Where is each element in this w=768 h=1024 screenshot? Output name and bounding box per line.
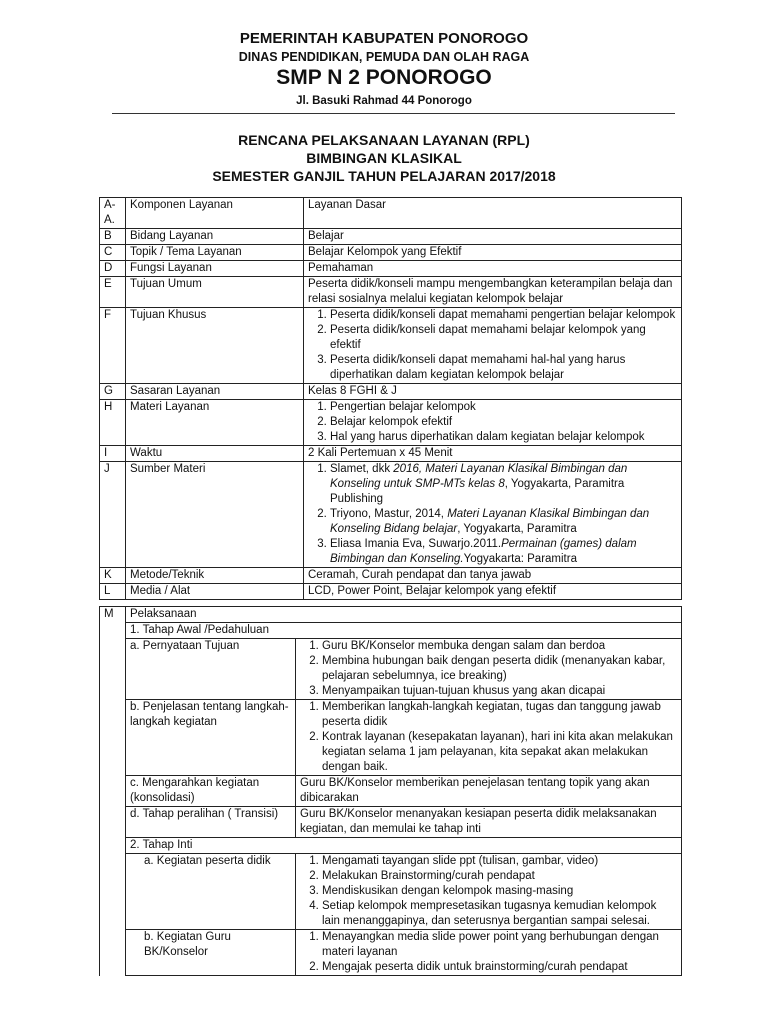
row-name: Waktu: [126, 446, 304, 462]
row-label: L: [100, 584, 126, 600]
row-value: Belajar: [304, 229, 682, 245]
row-label: B: [100, 229, 126, 245]
row-value: [304, 462, 682, 568]
list-item: 1. Mengamati tayangan slide ppt (tulisan, gambar, video): [322, 854, 677, 869]
list-item: 3. Peserta didik/konseli dapat memahami hal-hal yang harus diperhatikan dalam kegiatan kelompok belajar: [330, 353, 677, 383]
table-row: [100, 400, 682, 446]
row-name: Komponen Layanan: [126, 198, 304, 229]
table-row: [100, 584, 682, 600]
list-item: 3. Menyampaikan tujuan-tujuan khusus yang akan dicapai: [322, 684, 677, 699]
row-name: Materi Layanan: [126, 400, 304, 446]
pelaksanaan-table: [99, 606, 682, 976]
table-row: [100, 807, 682, 838]
step-name: c. Mengarahkan kegiatan (konsolidasi): [126, 776, 296, 807]
row-name: Metode/Teknik: [126, 568, 304, 584]
row-label: I: [100, 446, 126, 462]
step-name: a. Pernyataan Tujuan: [126, 639, 296, 700]
step-list: [300, 854, 677, 929]
table-row: [100, 639, 682, 700]
row-value: Pemahaman: [304, 261, 682, 277]
table-row: [100, 838, 682, 854]
ref-publisher: , Yogyakarta, Paramitra: [457, 523, 577, 535]
step-name: a. Kegiatan peserta didik: [126, 854, 296, 930]
doc-title-1: RENCANA PELAKSANAAN LAYANAN (RPL): [238, 132, 530, 148]
ref-title: Materi Layanan Klasikal Bimbingan dan Konseling Bidang belajar: [330, 508, 650, 535]
ref-publisher: Yogyakarta: Paramitra: [463, 553, 577, 565]
step-value: [296, 854, 682, 930]
table-row: [100, 568, 682, 584]
list-item: 2. Kontrak layanan (kesepakatan layanan), hari ini kita akan melakukan kegiatan selama 1 jam pelayanan, kita sepakat akan melakukan dengan baik.: [322, 730, 677, 775]
row-label: K: [100, 568, 126, 584]
ref-author: Triyono, Mastur, 2014,: [330, 508, 448, 520]
list-item: 2. Melakukan Brainstorming/curah pendapat: [322, 869, 677, 884]
step-value: [296, 639, 682, 700]
rpl-table: [99, 197, 682, 600]
table-row: [100, 462, 682, 568]
list-item: 1. Peserta didik/konseli dapat memahami pengertian belajar kelompok: [330, 308, 677, 323]
ref-title: 2016, Materi Layanan Klasikal Bimbingan dan Konseling untuk SMP-MTs kelas 8: [330, 463, 628, 490]
step-value: [296, 700, 682, 776]
row-value: Peserta didik/konseli mampu mengembangkan keterampilan belaja dan relasi sosialnya melalui kegiatan kelompok belajar: [304, 277, 682, 308]
list-item: 1. Memberikan langkah-langkah kegiatan, tugas dan tanggung jawab peserta didik: [322, 700, 677, 730]
table-row: [100, 245, 682, 261]
table-row: [100, 623, 682, 639]
step-list: [300, 639, 677, 699]
row-value: Belajar Kelompok yang Efektif: [304, 245, 682, 261]
table-row: [100, 446, 682, 462]
header-divider: [112, 113, 675, 114]
list-item: 3. Mendiskusikan dengan kelompok masing-masing: [322, 884, 677, 899]
row-label: J: [100, 462, 126, 568]
step-value: Guru BK/Konselor memberikan penejelasan tentang topik yang akan dibicarakan: [296, 776, 682, 807]
stage-heading: 2. Tahap Inti: [126, 838, 682, 854]
table-row: [100, 700, 682, 776]
table-row: [100, 277, 682, 308]
list-item: [330, 537, 677, 567]
table-row: [100, 261, 682, 277]
row-label: C: [100, 245, 126, 261]
ref-author: Slamet, dkk: [330, 463, 394, 475]
table-row: [100, 854, 682, 930]
row-label: M: [100, 607, 126, 976]
table-row: [100, 930, 682, 976]
table-row: [100, 198, 682, 229]
step-value: [296, 930, 682, 976]
header-address: Jl. Basuki Rahmad 44 Ponorogo: [296, 95, 472, 107]
row-value: [304, 400, 682, 446]
sumber-list: [308, 462, 677, 567]
list-item: [330, 462, 677, 507]
row-label: G: [100, 384, 126, 400]
list-item: 1. Pengertian belajar kelompok: [330, 400, 677, 415]
header-department: DINAS PENDIDIKAN, PEMUDA DAN OLAH RAGA: [238, 50, 530, 64]
list-item: 1. Menayangkan media slide power point yang berhubungan dengan materi layanan: [322, 930, 677, 960]
row-name: Tujuan Umum: [126, 277, 304, 308]
table-row: [100, 776, 682, 807]
step-name: d. Tahap peralihan ( Transisi): [126, 807, 296, 838]
row-value: Layanan Dasar: [304, 198, 682, 229]
row-name: Bidang Layanan: [126, 229, 304, 245]
tujuan-khusus-list: [308, 308, 677, 383]
row-name: Pelaksanaan: [126, 607, 682, 623]
step-list: [300, 930, 677, 975]
ref-publisher: , Yogyakarta, Paramitra Publishing: [330, 478, 625, 505]
step-name: b. Kegiatan Guru BK/Konselor: [126, 930, 296, 976]
table-row: [100, 607, 682, 623]
ref-author: Eliasa Imania Eva, Suwarjo.2011.: [330, 538, 502, 550]
ref-title: Permainan (games) dalam Bimbingan dan Konseling.: [330, 538, 637, 565]
header-school: SMP N 2 PONOROGO: [276, 66, 492, 89]
doc-title-2: BIMBINGAN KLASIKAL: [306, 150, 462, 166]
list-item: 2. Mengajak peserta didik untuk brainstorming/curah pendapat: [322, 960, 677, 975]
row-label: F: [100, 308, 126, 384]
row-value: [304, 308, 682, 384]
doc-title-3: SEMESTER GANJIL TAHUN PELAJARAN 2017/2018: [212, 168, 556, 184]
row-label: E: [100, 277, 126, 308]
row-name: Media / Alat: [126, 584, 304, 600]
row-label: D: [100, 261, 126, 277]
row-label: H: [100, 400, 126, 446]
list-item: 1. Guru BK/Konselor membuka dengan salam dan berdoa: [322, 639, 677, 654]
table-row: [100, 308, 682, 384]
row-value: LCD, Power Point, Belajar kelompok yang efektif: [304, 584, 682, 600]
row-name: Tujuan Khusus: [126, 308, 304, 384]
header-government: PEMERINTAH KABUPATEN PONOROGO: [239, 30, 529, 47]
list-item: 2. Belajar kelompok efektif: [330, 415, 677, 430]
step-value: Guru BK/Konselor menanyakan kesiapan peserta didik melaksanakan kegiatan, dan memulai ke tahap inti: [296, 807, 682, 838]
step-list: [300, 700, 677, 775]
step-name: b. Penjelasan tentang langkah-langkah kegiatan: [126, 700, 296, 776]
stage-heading: 1. Tahap Awal /Pedahuluan: [126, 623, 682, 639]
row-value: Kelas 8 FGHI & J: [304, 384, 682, 400]
list-item: 3. Hal yang harus diperhatikan dalam kegiatan belajar kelompok: [330, 430, 677, 445]
table-row: [100, 384, 682, 400]
list-item: 2. Peserta didik/konseli dapat memahami belajar kelompok yang efektif: [330, 323, 677, 353]
row-name: Fungsi Layanan: [126, 261, 304, 277]
row-name: Sasaran Layanan: [126, 384, 304, 400]
materi-list: [308, 400, 677, 445]
list-item: 4. Setiap kelompok mempresetasikan tugasnya kemudian kelompok lain menanggapinya, dan seterusnya bergantian sampai selesai.: [322, 899, 677, 929]
list-item: [330, 507, 677, 537]
list-item: 2. Membina hubungan baik dengan peserta didik (menanyakan kabar, pelajaran sebelumnya, ice breaking): [322, 654, 677, 684]
row-value: Ceramah, Curah pendapat dan tanya jawab: [304, 568, 682, 584]
row-name: Sumber Materi: [126, 462, 304, 568]
row-label: A-A.: [100, 198, 126, 229]
row-name: Topik / Tema Layanan: [126, 245, 304, 261]
table-row: [100, 229, 682, 245]
row-value: 2 Kali Pertemuan x 45 Menit: [304, 446, 682, 462]
